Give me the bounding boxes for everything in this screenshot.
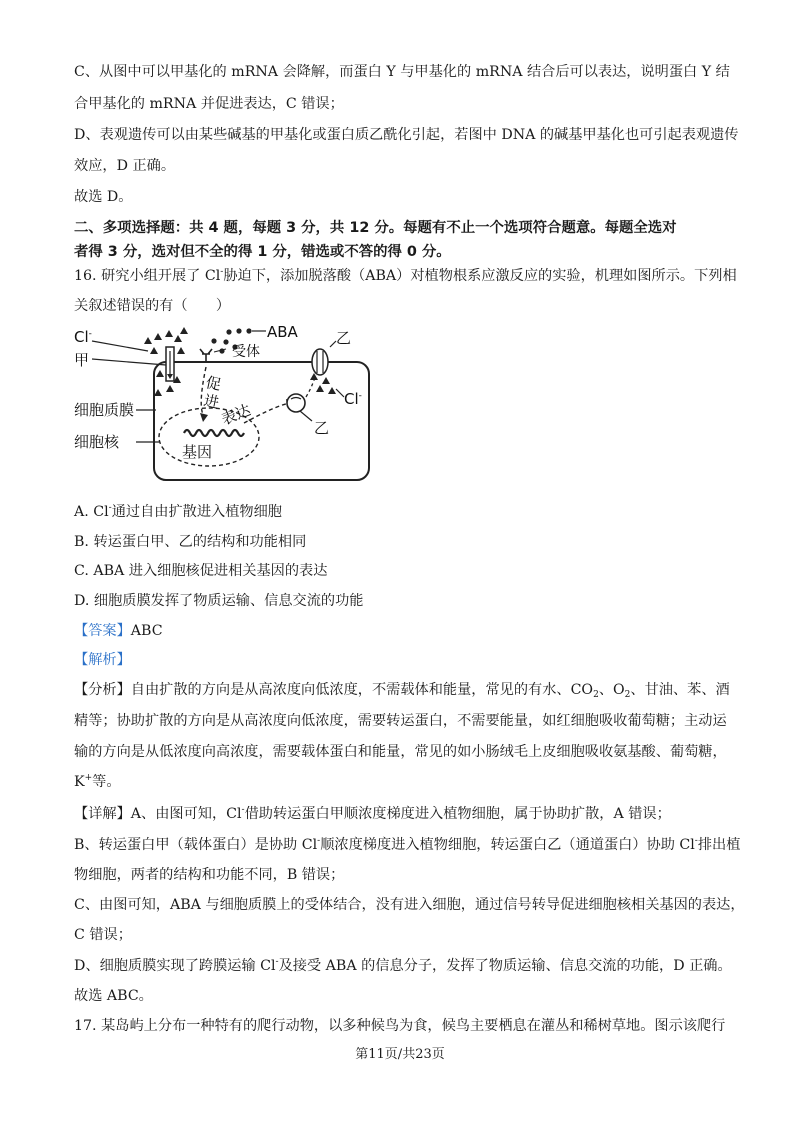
- answer-value: ABC: [130, 623, 163, 639]
- superscript-minus: -: [275, 957, 279, 967]
- xj-d-prefix: D、细胞质膜实现了跨膜运输 Cl: [74, 958, 276, 974]
- q16-stem-b: 胁迫下，添加脱落酸（ABA）对植物根系应激反应的实验，机理如图所示。下列相: [223, 268, 737, 284]
- q16-xiangjie-c-line1: C、由图可知，ABA 与细胞质膜上的受体结合，没有进入细胞，通过信号转导促进细胞核相关基因的表达，: [74, 897, 745, 913]
- xj-a-text: 借助转运蛋白甲顺浓度梯度进入植物细胞，属于协助扩散，A 错误；: [244, 806, 671, 822]
- label-aba: ABA: [267, 323, 298, 341]
- p15-c-line1: C、从图中可以甲基化的 mRNA 会降解，而蛋白 Y 与甲基化的 mRNA 结合后可以表达，说明蛋白 Y 结: [74, 64, 730, 80]
- receptor-shape: [200, 349, 212, 362]
- label-promote-1: 促: [204, 373, 223, 395]
- option-a-prefix: A. Cl: [74, 504, 109, 520]
- fenxi-text-4a: K: [74, 774, 85, 790]
- q16-fenxi-line1: [74, 680, 734, 700]
- subscript-two: 2: [624, 690, 631, 700]
- fenxi-text-1a: 自由扩散的方向是从高浓度向低浓度，不需载体和能量，常见的有水、CO: [130, 682, 594, 698]
- fenxi-tag: 【分析】: [74, 682, 131, 698]
- label-receptor: 受体: [232, 344, 260, 360]
- answer-tag: 【答案】: [74, 623, 131, 639]
- cl-label-pointer: [92, 341, 148, 351]
- q16-fenxi-line3: 输的方向是从低浓度向高浓度，需要载体蛋白和能量，常见的如小肠绒毛上皮细胞吸收氨基酸、葡萄糖，: [74, 744, 727, 760]
- xj-b-text-1c: 排出植: [697, 837, 741, 853]
- superscript-plus: +: [84, 773, 93, 783]
- p15-d-line1: D、表观遗传可以由某些碱基的甲基化或蛋白质乙酰化引起，若图中 DNA 的碱基甲基化也可引起表观遗传: [74, 127, 739, 143]
- transporter-yi: [312, 349, 328, 375]
- superscript-minus: -: [108, 503, 112, 513]
- q16-mechanism-diagram: [74, 325, 404, 495]
- superscript-minus: -: [241, 805, 245, 815]
- jia-label-pointer: [92, 359, 166, 365]
- q16-xiangjie-a: [74, 804, 734, 824]
- yi-bottom-pointer: [300, 411, 312, 421]
- fenxi-text-1b: 、O: [598, 682, 625, 698]
- label-gene: 基因: [182, 443, 213, 461]
- q16-analysis-heading: [74, 650, 734, 670]
- q16-answer: [74, 621, 734, 641]
- label-promote-2: 进: [202, 391, 221, 413]
- q17-stem-line1: 17. 某岛屿上分布一种特有的爬行动物，以多种候鸟为食，候鸟主要栖息在灌丛和稀树草地。图示该爬行: [74, 1018, 726, 1034]
- label-express: 表达: [218, 400, 254, 429]
- label-yi-top: 乙: [336, 329, 352, 347]
- xj-d-text: 及接受 ABA 的信息分子，发挥了物质运输、信息交流的功能，D 正确。: [278, 958, 732, 974]
- subscript-two: 2: [593, 690, 599, 700]
- q16-stem-line2: 关叙述错误的有（ ）: [74, 298, 231, 314]
- gene-strand: [184, 430, 244, 436]
- p15-c-line2: 合甲基化的 mRNA 并促进表达，C 错误；: [74, 96, 344, 112]
- cl-ions-inside-right: [310, 373, 336, 394]
- superscript-minus: -: [694, 836, 698, 846]
- protein-yi-new: [287, 394, 305, 412]
- fenxi-text-1c: 、甘油、苯、酒: [630, 682, 730, 698]
- section-heading-line1: 二、多项选择题：共 4 题，每题 3 分，共 12 分。每题有不止一个选项符合题意。每题全选对: [74, 220, 677, 236]
- cl-right-pointer: [336, 389, 344, 397]
- xj-b-text-1b: 顺浓度梯度进入植物细胞，转运蛋白乙（通道蛋白）协助 Cl: [320, 837, 695, 853]
- p15-choose: 故选 D。: [74, 189, 133, 205]
- fenxi-text-4b: 等。: [92, 774, 121, 790]
- label-yi-bottom: 乙: [314, 419, 330, 437]
- page-footer: 第11页/共23页: [355, 1047, 445, 1062]
- promote-arrowhead: [200, 413, 208, 422]
- q16-option-b: B. 转运蛋白甲、乙的结构和功能相同: [74, 534, 307, 550]
- q16-choose: 故选 ABC。: [74, 988, 153, 1004]
- label-nucleus: 细胞核: [74, 433, 120, 451]
- xj-a-prefix: A、由图可知，Cl: [130, 806, 242, 822]
- q16-fenxi-line4: [74, 772, 734, 792]
- xj-b-text-1a: B、转运蛋白甲（载体蛋白）是协助 Cl: [74, 837, 318, 853]
- cell-diagram-svg: [74, 325, 404, 495]
- q16-fenxi-line2: 精等；协助扩散的方向是从高浓度向低浓度，需要转运蛋白，不需要能量，如红细胞吸收葡萄糖；主动运: [74, 713, 727, 729]
- q16-xiangjie-b-line1: [74, 835, 741, 855]
- analysis-tag: 【解析】: [74, 652, 131, 668]
- superscript-minus: -: [317, 836, 321, 846]
- q16-option-c: C. ABA 进入细胞核促进相关基因的表达: [74, 563, 328, 579]
- label-cl: Cl-: [74, 328, 92, 346]
- q16-option-a: [74, 502, 734, 522]
- superscript-minus: -: [220, 267, 224, 277]
- label-jia: 甲: [74, 351, 90, 369]
- section-heading-line2: 者得 3 分，选对但不全的得 1 分，错选或不答的得 0 分。: [74, 244, 451, 260]
- xiangjie-tag: 【详解】: [74, 806, 131, 822]
- option-a-text: 通过自由扩散进入植物细胞: [111, 504, 282, 520]
- q16-stem-a: 16. 研究小组开展了 Cl: [74, 268, 221, 284]
- label-cl-right: Cl-: [344, 390, 362, 408]
- q16-option-d: D. 细胞质膜发挥了物质运输、信息交流的功能: [74, 593, 364, 609]
- q16-xiangjie-b-line2: 物细胞，两者的结构和功能不同，B 错误；: [74, 867, 345, 883]
- q16-xiangjie-c-line2: C 错误；: [74, 927, 132, 943]
- q16-xiangjie-d: [74, 956, 734, 976]
- p15-d-line2: 效应，D 正确。: [74, 158, 176, 174]
- q16-stem-line1: [74, 266, 737, 286]
- label-membrane: 细胞质膜: [74, 401, 135, 419]
